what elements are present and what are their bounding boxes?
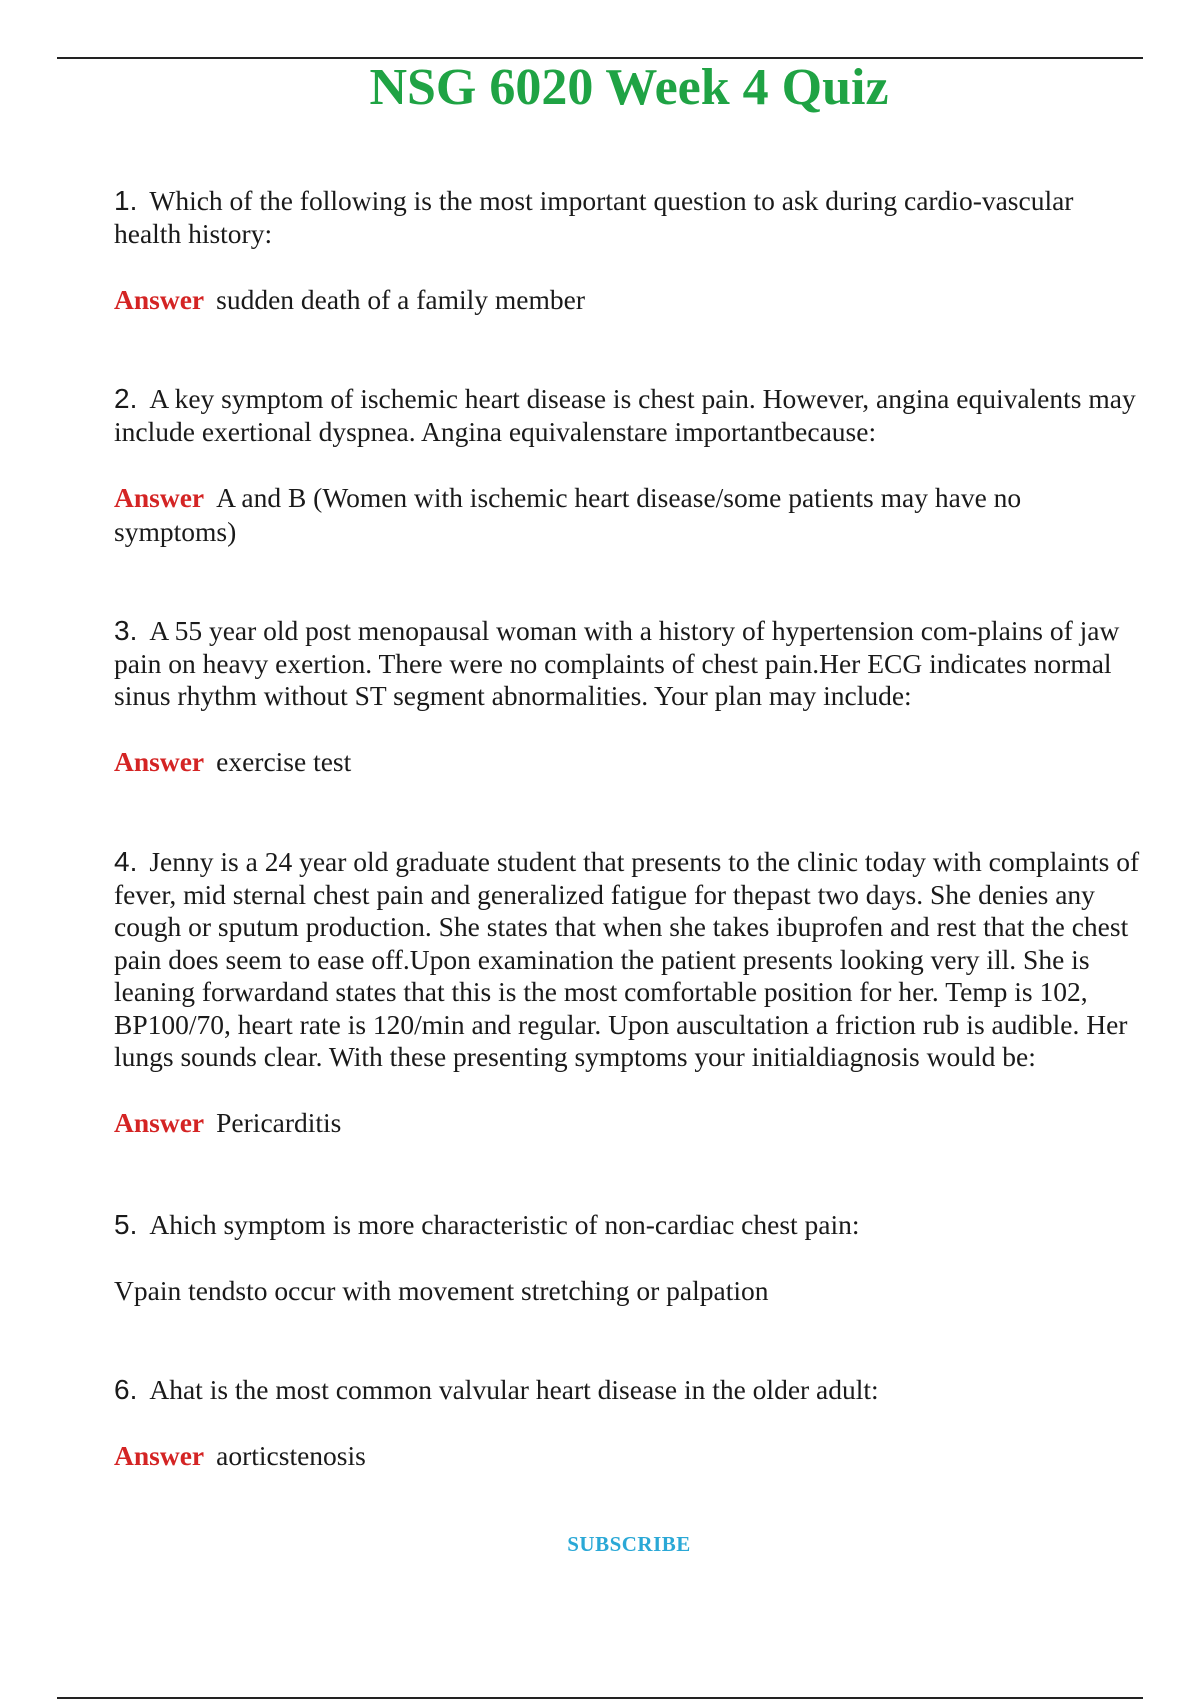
question-text: A key symptom of ischemic heart disease is chest pain. However, angina equivalents may include exertional dyspnea. Angina equivalenstare importantbecause: — [114, 383, 1136, 447]
bottom-rule — [57, 1697, 1143, 1699]
subscribe-link[interactable]: SUBSCRIBE — [567, 1532, 691, 1556]
answer-text: Vpain tendsto occur with movement stretching or palpation — [114, 1275, 769, 1306]
question-6 — [114, 1374, 1144, 1407]
answer-text: aorticstenosis — [216, 1440, 366, 1471]
question-text: Ahat is the most common valvular heart disease in the older adult: — [149, 1374, 879, 1405]
answer-1 — [114, 283, 1144, 317]
answer-label: Answer — [114, 1107, 205, 1138]
question-2 — [114, 383, 1144, 448]
answer-text: A and B (Women with ischemic heart disease/some patients may have no symptoms) — [114, 482, 1022, 547]
question-number: 4. — [114, 846, 138, 877]
answer-text: exercise test — [216, 746, 352, 777]
answer-text: Pericarditis — [216, 1107, 342, 1138]
answer-label: Answer — [114, 1440, 205, 1471]
question-3 — [114, 615, 1144, 713]
answer-text: sudden death of a family member — [216, 284, 585, 315]
question-number: 5. — [114, 1209, 138, 1240]
question-5 — [114, 1209, 1144, 1242]
question-number: 1. — [114, 185, 138, 216]
question-4 — [114, 846, 1144, 1074]
question-text: Jenny is a 24 year old graduate student that presents to the clinic today with complaints of fever, mid sternal chest pain and generalized fatigue for thepast two days. She denies any cough or sputum production. She states that when she takes ibuprofen and rest that the chest pain does seem to ease off.Upon examination the patient presents looking very ill. She is leaning forwardand states that this is the most comfortable position for her. Temp is 102, BP100/70, heart rate is 120/min and regular. Upon auscultation a friction rub is audible. Her lungs sounds clear. With these presenting symptoms your initialdiagnosis would be: — [114, 846, 1140, 1072]
answer-4 — [114, 1106, 1144, 1140]
answer-6 — [114, 1439, 1144, 1473]
question-number: 6. — [114, 1374, 138, 1405]
question-number: 2. — [114, 383, 138, 414]
answer-5 — [114, 1274, 1144, 1308]
question-text: Ahich symptom is more characteristic of non-cardiac chest pain: — [149, 1209, 860, 1240]
question-text: A 55 year old post menopausal woman with a history of hypertension com-plains of jaw pain on heavy exertion. There were no complaints of chest pain.Her ECG indicates normal sinus rhythm without ST segment abnormalities. Your plan may include: — [114, 615, 1120, 711]
document-title: NSG 6020 Week 4 Quiz — [369, 59, 889, 116]
answer-label: Answer — [114, 482, 205, 513]
question-1 — [114, 185, 1144, 250]
answer-label: Answer — [114, 284, 205, 315]
answer-label: Answer — [114, 746, 205, 777]
answer-2 — [114, 481, 1144, 549]
question-number: 3. — [114, 615, 138, 646]
answer-3 — [114, 745, 1144, 779]
question-text: Which of the following is the most important question to ask during cardio-vascular health history: — [114, 185, 1074, 249]
